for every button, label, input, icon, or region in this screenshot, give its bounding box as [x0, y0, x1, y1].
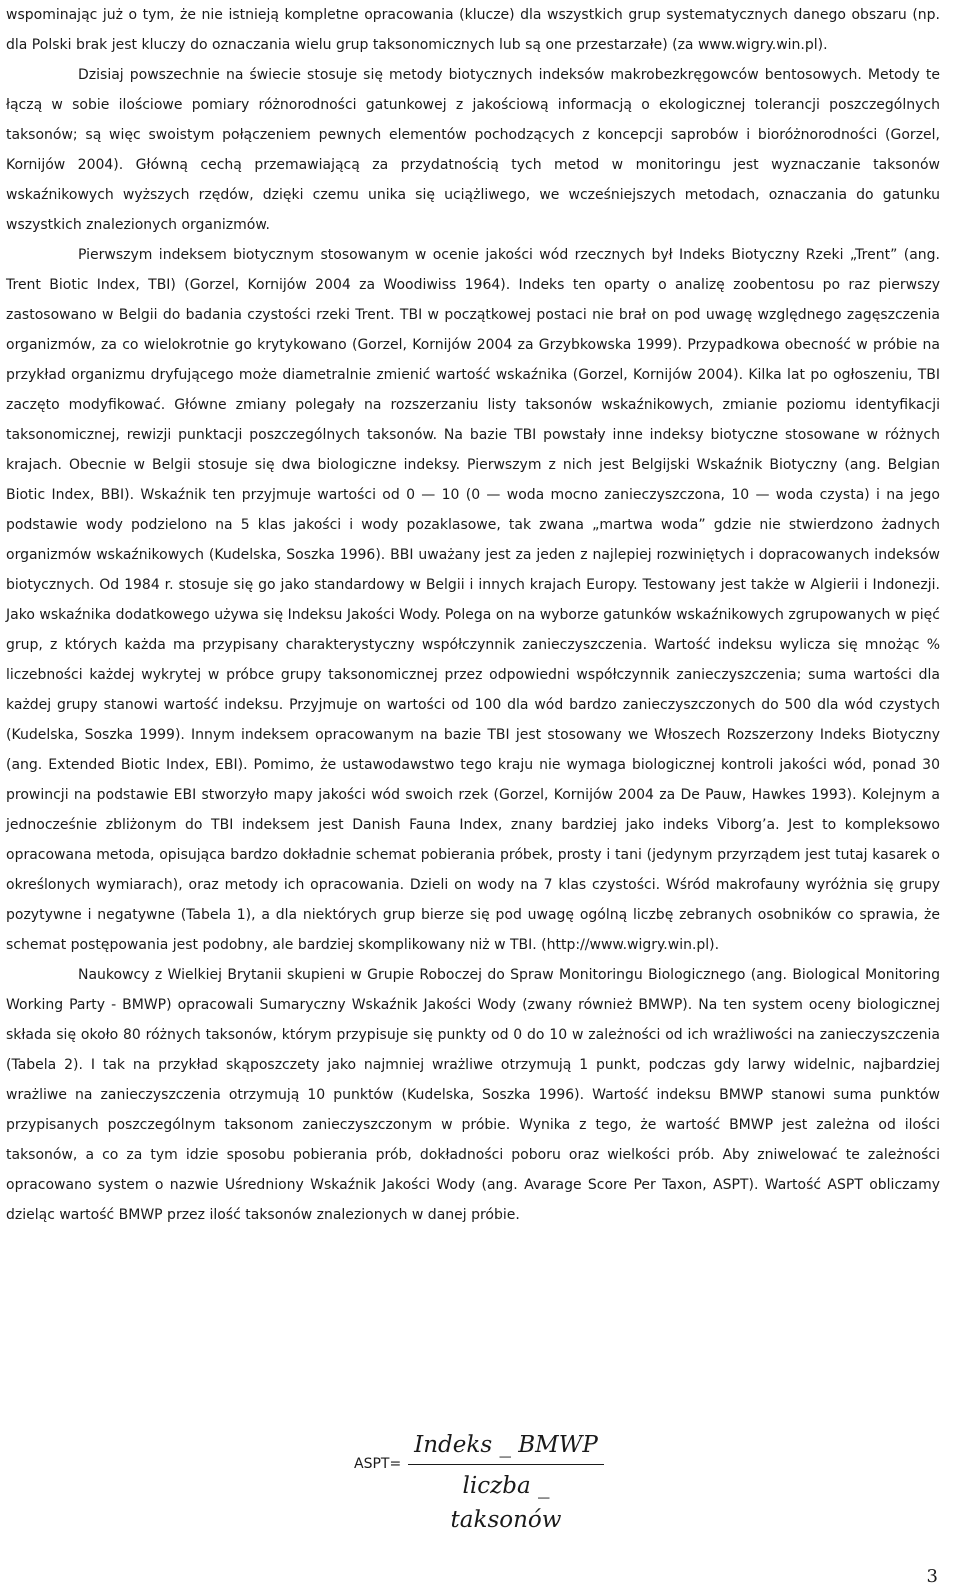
formula-numerator: Indeks _ BMWP	[414, 1432, 598, 1458]
aspt-formula	[354, 1428, 634, 1548]
paragraph-biotic-indices: Dzisiaj powszechnie na świecie stosuje się metody biotycznych indeksów makrobezkręgowców bentosowych. Metody te łączą w sobie ilościowe pomiary różnorodności gatunkowej z jakościową informacją o ekologicznej tolerancji poszczególnych taksonów; są więc swoistym połączeniem pewnych elementów pochodzących z koncepcji saprobów i bioróżnorodności (Gorzel, Kornijów 2004). Główną cechą przemawiającą za przydatnością tych metod w monitoringu jest wyznaczanie taksonów wskaźnikowych wyższych rzędów, dzięki czemu unika się uciążliwego, we wcześniejszych metodach, oznaczania do gatunku wszystkich znalezionych organizmów.	[6, 67, 940, 233]
page-number: 3	[926, 1566, 938, 1587]
paragraph-trent-biotic-index: Pierwszym indeksem biotycznym stosowanym w ocenie jakości wód rzecznych był Indeks Biotyczny Rzeki „Trent” (ang. Trent Biotic Index, TBI) (Gorzel, Kornijów 2004 za Woodiwiss 1964). Indeks ten oparty o analizę zoobentosu po raz pierwszy zastosowano w Belgii do badania czystości rzeki Trent. TBI w początkowej postaci nie brał on pod uwagę względnego zagęszczenia organizmów, za co wielokrotnie go krytykowano (Gorzel, Kornijów 2004 za Grzybkowska 1999). Przypadkowa obecność w próbie na przykład organizmu dryfującego może diametralnie zmienić wartość wskaźnika (Gorzel, Kornijów 2004). Kilka lat po ogłoszeniu, TBI zaczęto modyfikować. Główne zmiany polegały na rozszerzaniu listy taksonów wskaźnikowych, zmianie poziomu identyfikacji taksonomicznej, rewizji punktacji poszczególnych taksonów. Na bazie TBI powstały inne indeksy biotyczne stosowane w różnych krajach. Obecnie w Belgii stosuje się dwa biologiczne indeksy. Pierwszym z nich jest Belgijski Wskaźnik Biotyczny (ang. Belgian Biotic Index, BBI). Wskaźnik ten przyjmuje wartości od 0 — 10 (0 — woda mocno zanieczyszczona, 10 — woda czysta) i na jego podstawie wody podzielono na 5 klas jakości i wody pozaklasowe, tak zwana „martwa woda” gdzie nie stwierdzono żadnych organizmów wskaźnikowych (Kudelska, Soszka 1996). BBI uważany jest za jeden z najlepiej rozwiniętych i dopracowanych indeksów biotycznych. Od 1984 r. stosuje się go jako standardowy w Belgii i innych krajach Europy. Testowany jest także w Algierii i Indonezji. Jako wskaźnika dodatkowego używa się Indeksu Jakości Wody. Polega on na wyborze gatunków wskaźnikowych zgrupowanych w pięć grup, z których każda ma przypisany charakterystyczny współczynnik zanieczyszczenia. Wartość indeksu wylicza się mnożąc % liczebności każdej wykrytej w próbce grupy taksonomicznej przez odpowiedni współczynnik zanieczyszczenia; suma wartości dla każdej grupy stanowi wartość indeksu. Przyjmuje on wartości od 100 dla wód bardzo zanieczyszczonych do 500 dla wód czystych (Kudelska, Soszka 1999). Innym indeksem opracowanym na bazie TBI jest stosowany we Włoszech Rozszerzony Indeks Biotyczny (ang. Extended Biotic Index, EBI). Pomimo, że ustawodawstwo tego kraju nie wymaga biologicznej kontroli jakości wód, ponad 30 prowincji na podstawie EBI stworzyło mapy jakości wód swoich rzek (Gorzel, Kornijów 2004 za De Pauw, Hawkes 1993). Kolejnym a jednocześnie zbliżonym do TBI indeksem jest Danish Fauna Index, znany bardziej jako indeks Viborg’a. Jest to kompleksowo opracowana metoda, opisująca bardzo dokładnie schemat pobierania próbek, prosty i tani (jedynym przyrządem jest tutaj kasarek o określonych wymiarach), oraz metody ich opracowania. Dzieli on wody na 7 klas czystości. Wśród makrofauny wyróżnia się grupy pozytywne i negatywne (Tabela 1), a dla niektórych grup bierze się pod uwagę ogólną liczbę zebranych osobników co sprawia, że schemat postępowania jest podobny, ale bardziej skomplikowany niż w TBI. (http://www.wigry.win.pl).	[6, 247, 940, 953]
document-body	[6, 0, 940, 1230]
formula-fraction	[408, 1428, 604, 1533]
formula-lhs: ASPT=	[354, 1456, 402, 1472]
paragraph-bmwp: Naukowcy z Wielkiej Brytanii skupieni w Grupie Roboczej do Spraw Monitoringu Biologicznego (ang. Biological Monitoring Working Party - BMWP) opracowali Sumaryczny Wskaźnik Jakości Wody (zwany również BMWP). Na ten system oceny biologicznej składa się około 80 różnych taksonów, którym przypisuje się punkty od 0 do 10 w zależności od ich wrażliwości na zanieczyszczenia (Tabela 2). I tak na przykład skąposzczety jako najmniej wrażliwe otrzymują 1 punkt, podczas gdy larwy widelnic, najbardziej wrażliwe na zanieczyszczenia otrzymują 10 punktów (Kudelska, Soszka 1996). Wartość indeksu BMWP stanowi suma punktów przypisanych poszczególnym taksonom zanieczyszczonym w próbie. Wynika z tego, że wartość BMWP jest zależna od ilości taksonów, a co za tym idzie sposobu pobierania prób, dokładności poboru oraz wielkości prób. Aby zniwelować te zależności opracowano system o nazwie Uśredniony Wskaźnik Jakości Wody (ang. Avarage Score Per Taxon, ASPT). Wartość ASPT obliczamy dzieląc wartość BMWP przez ilość taksonów znalezionych w danej próbie.	[6, 967, 940, 1223]
paragraph-intro-continuation: wspominając już o tym, że nie istnieją kompletne opracowania (klucze) dla wszystkich grup systematycznych danego obszaru (np. dla Polski brak jest kluczy do oznaczania wielu grup taksonomicznych lub są one przestarzałe) (za www.wigry.win.pl).	[6, 7, 940, 53]
formula-denominator: liczba _ taksonów	[450, 1473, 562, 1533]
fraction-bar	[408, 1464, 604, 1465]
